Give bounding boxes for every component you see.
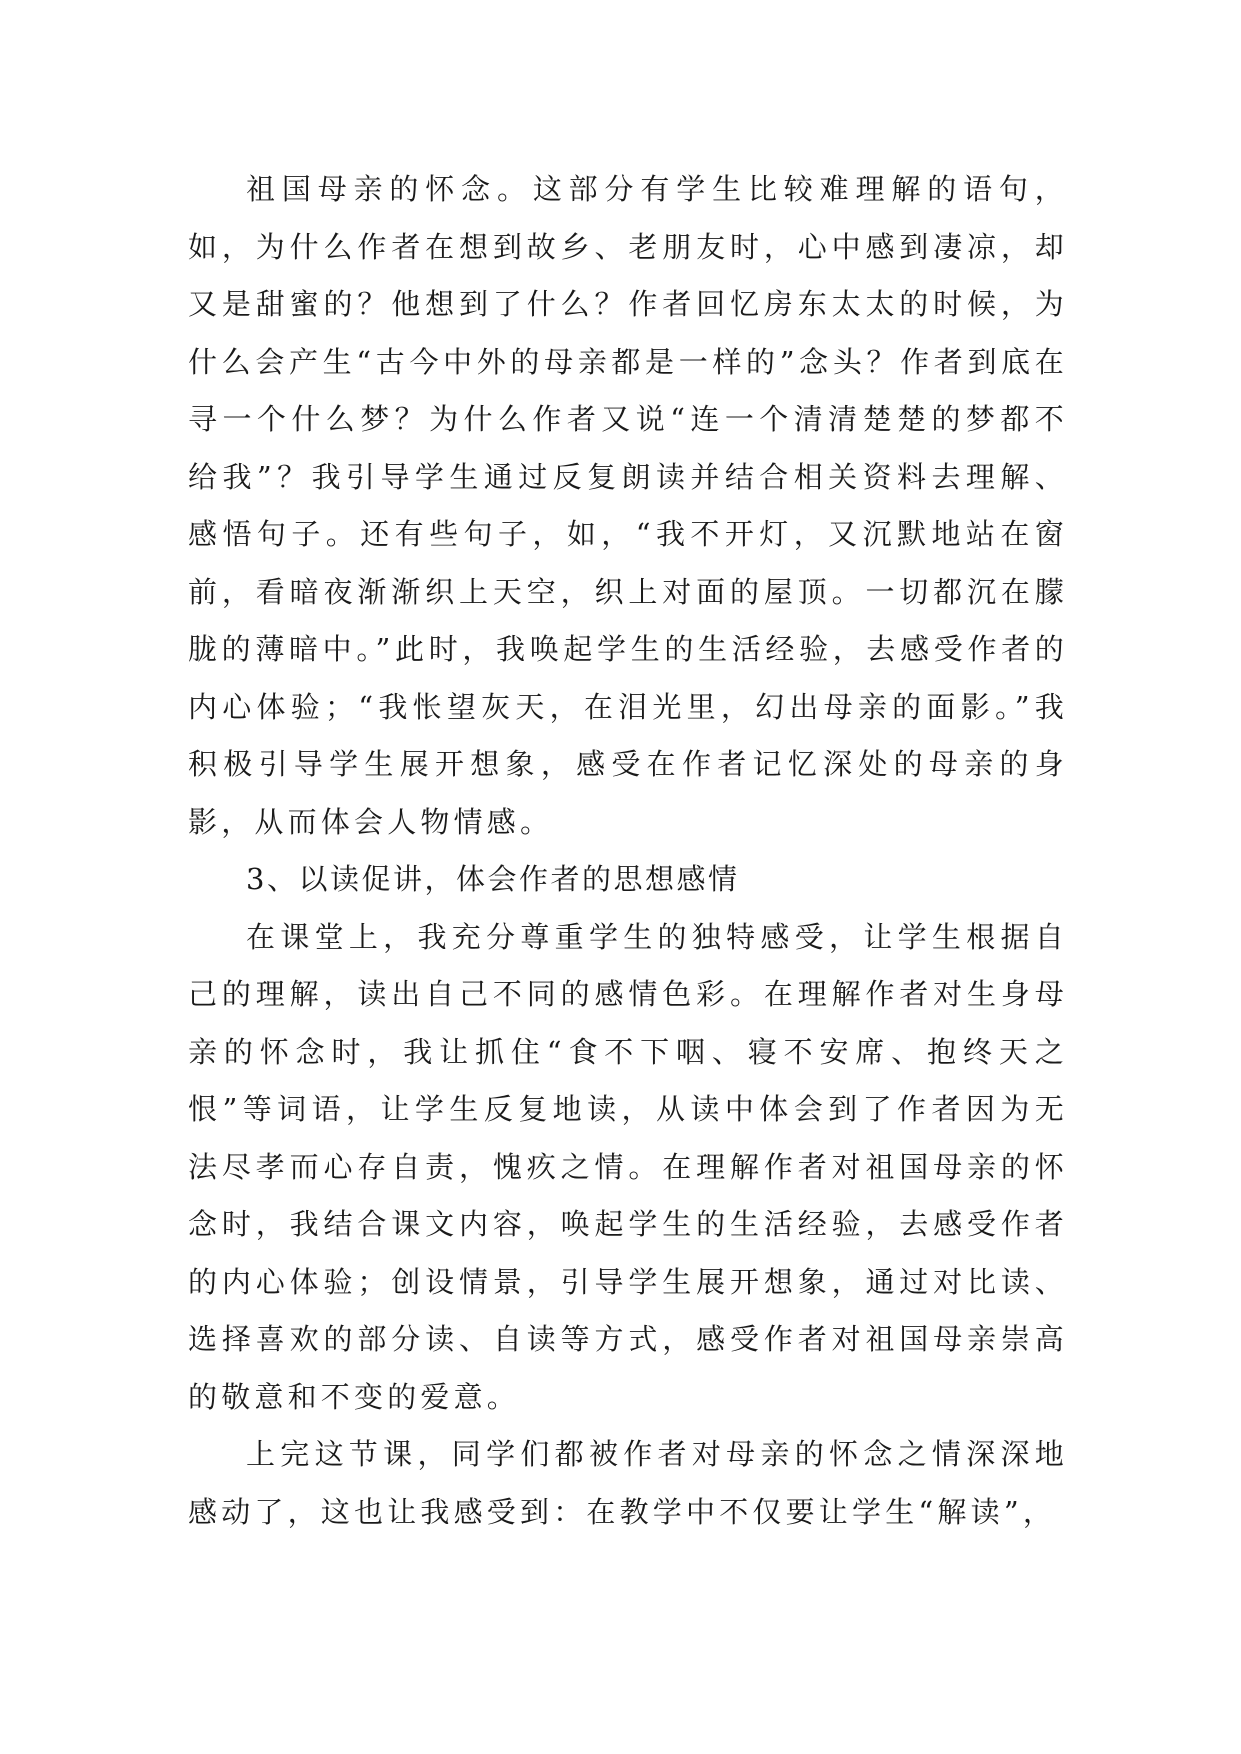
paragraph-classroom-reading: 在课堂上，我充分尊重学生的独特感受，让学生根据自己的理解，读出自己不同的感情色彩。在理解作者对生身母亲的怀念时，我让抓住“食不下咽、寝不安席、抱终天之恨”等词语，让学生反复地读，从读中体会到了作者因为无法尽孝而心存自责，愧疚之情。在理解作者对祖国母亲的怀念时，我结合课文内容，唤起学生的生活经验，去感受作者的内心体验；创设情景，引导学生展开想象，通过对比读、选择喜欢的部分读、自读等方式，感受作者对祖国母亲崇高的敬意和不变的爱意。: [188, 919, 1068, 1414]
document-body: [188, 161, 1068, 1541]
paragraph-motherland-longing: 祖国母亲的怀念。这部分有学生比较难理解的语句，如，为什么作者在想到故乡、老朋友时，心中感到凄凉，却又是甜蜜的？他想到了什么？作者回忆房东太太的时候，为什么会产生“古今中外的母亲都是一样的”念头？作者到底在寻一个什么梦？为什么作者又说“连一个清清楚楚的梦都不给我”？我引导学生通过反复朗读并结合相关资料去理解、感悟句子。还有些句子，如，“我不开灯，又沉默地站在窗前，看暗夜渐渐织上天空，织上对面的屋顶。一切都沉在朦胧的薄暗中。”此时，我唤起学生的生活经验，去感受作者的内心体验；“我怅望灰天，在泪光里，幻出母亲的面影。”我积极引导学生展开想象，感受在作者记忆深处的母亲的身影，从而体会人物情感。: [188, 172, 1068, 839]
paragraph-lesson-reflection: 上完这节课，同学们都被作者对母亲的怀念之情深深地感动了，这也让我感受到：在教学中不仅要让学生“解读”，: [188, 1437, 1068, 1529]
section-heading-read-to-teach: 3、以读促讲，体会作者的思想感情: [246, 862, 740, 896]
